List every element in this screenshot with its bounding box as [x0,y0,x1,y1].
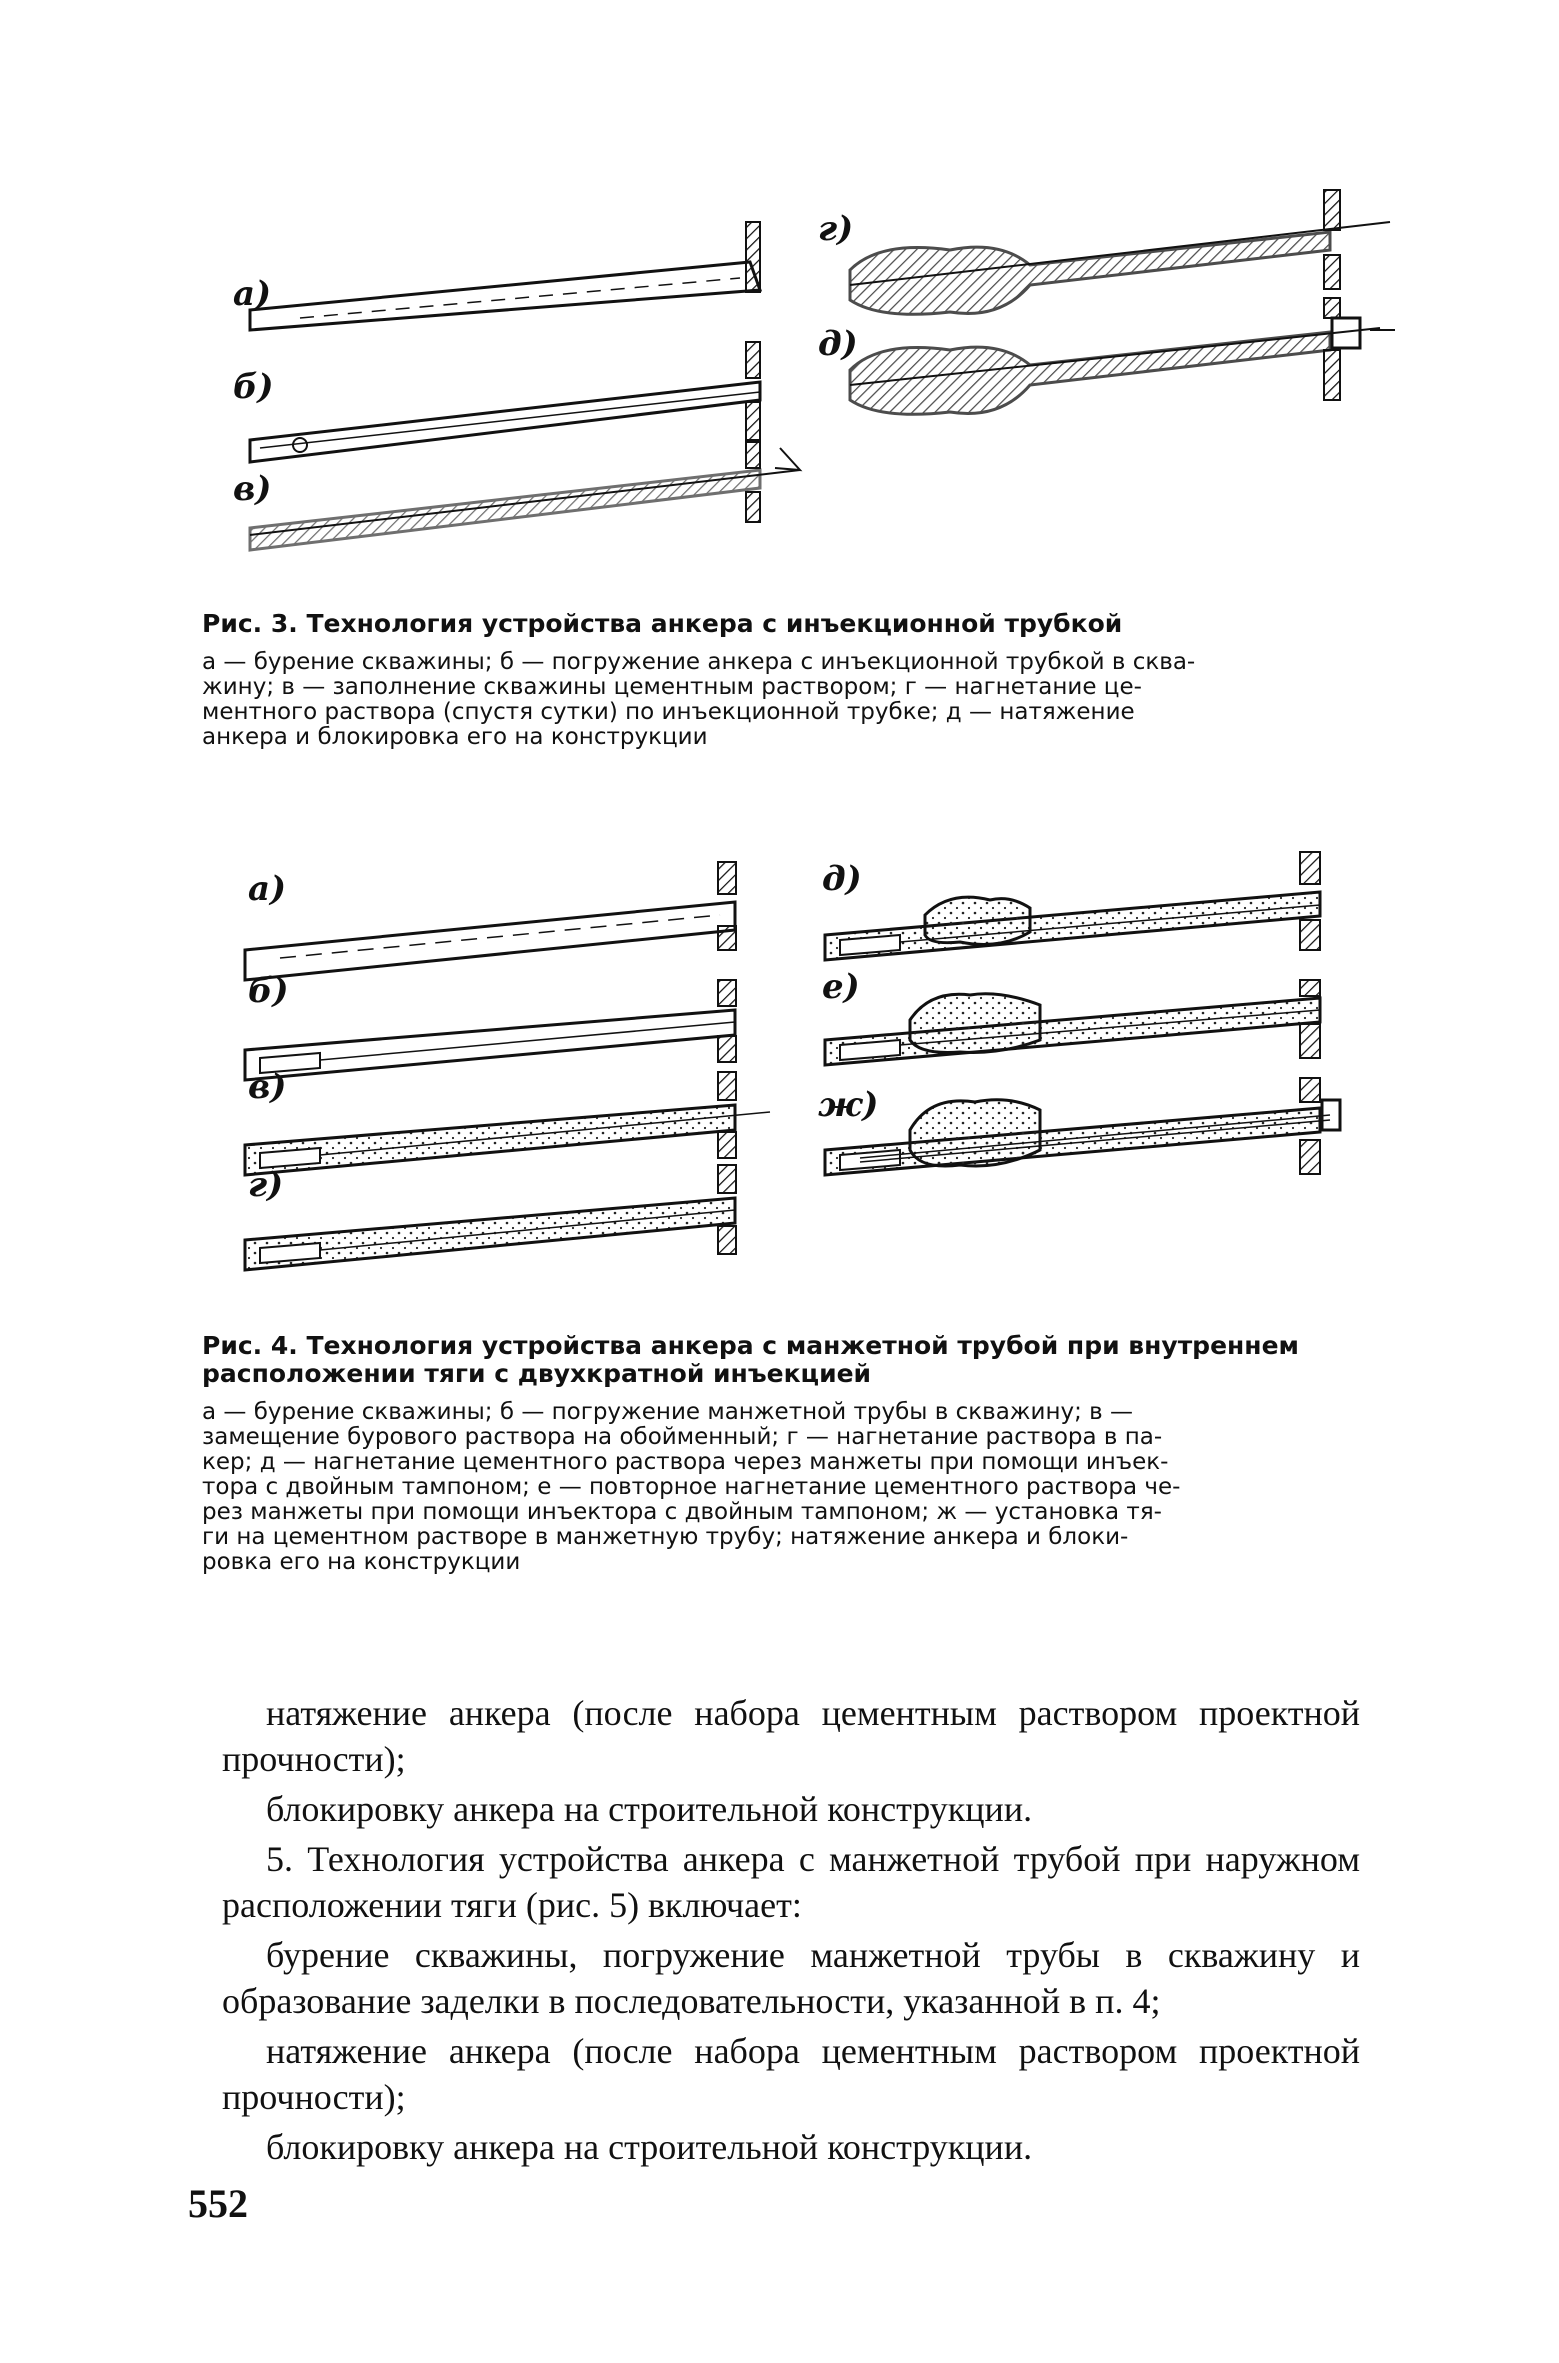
wall-block [1300,980,1320,996]
figure-4 [0,840,1559,1300]
page-number: 552 [188,2181,248,2226]
wall-block [718,1165,736,1193]
caption-line: а — бурение скважины; б — погружение манжетной трубы в скважину; в — [202,1399,1134,1425]
wall-block [1300,1140,1320,1174]
body-text [222,1690,1360,2174]
fig4-label-a: а) [248,869,287,909]
wall-block [1324,298,1340,318]
fig4-label-b: б) [248,971,289,1011]
figure-3 [0,0,1559,600]
caption-line: кер; д — нагнетание цементного раствора через манжеты при помощи инъек- [202,1449,1169,1475]
fig4-label-zh: ж) [818,1085,879,1125]
fig3-caption-text [202,650,1360,750]
wall-block [1324,350,1340,400]
fig3-b-anchor-immersion [250,342,760,462]
wall-block [746,492,760,522]
fig3-label-g: г) [818,209,854,249]
fig4-zh-tendon-installation [825,1078,1340,1175]
fig4-caption [202,1332,1360,1575]
caption-line: жину; в — заполнение скважины цементным раствором; г — нагнетание це- [202,674,1142,700]
fig4-label-e: е) [822,967,860,1007]
fig4-caption-title [202,1332,1360,1388]
wall-block [718,1036,736,1062]
caption-title-line: Рис. 4. Технология устройства анкера с манжетной трубой при внутреннем [202,1331,1299,1360]
fig4-d-cement-injection [825,852,1320,960]
wall-block [746,440,760,468]
fig3-g-injection [850,190,1390,314]
wall-block [746,402,760,442]
fig3-caption [202,610,1360,750]
fig3-label-a: а) [233,274,272,314]
fig4-b-tube-immersion [245,980,736,1080]
wall-block [718,926,736,950]
wall-block [718,1226,736,1254]
body-paragraph: натяжение анкера (после набора цементным раствором проектной прочности); [222,1693,1360,1779]
body-paragraph: блокировку анкера на строительной конструкции. [266,2127,1033,2167]
body-paragraph: бурение скважины, погружение манжетной трубы в скважину и образование заделки в последовательности, указанной в п. 4; [222,1935,1360,2021]
caption-line: ментного раствора (спустя сутки) по инъекционной трубке; д — натяжение [202,699,1135,725]
body-paragraph: натяжение анкера (после набора цементным раствором проектной прочности); [222,2031,1360,2117]
caption-line: рез манжеты при помощи инъектора с двойным тампоном; ж — установка тя- [202,1499,1162,1525]
wall-block [718,1072,736,1100]
wall-block [1324,255,1340,289]
wall-block [1300,852,1320,884]
caption-line: ги на цементном растворе в манжетную трубу; натяжение анкера и блоки- [202,1524,1129,1550]
fig3-caption-title: Рис. 3. Технология устройства анкера с инъекционной трубкой [202,609,1123,638]
wall-block [746,342,760,378]
fig4-label-g: г) [248,1165,284,1205]
fig4-label-c: в) [248,1067,287,1107]
wall-block [1324,190,1340,230]
fig4-label-d: д) [822,859,862,899]
fig4-c-mud-replacement [245,1072,770,1175]
fig3-d-tensioning [850,298,1395,414]
fig4-g-packer-injection [245,1165,736,1270]
fig3-a-drilling [250,222,760,330]
wall-block [718,1132,736,1158]
wall-block [1300,920,1320,950]
body-paragraph: 5. Технология устройства анкера с манжетной трубой при наружном расположении тяги (рис. 5) включает: [222,1839,1360,1925]
fig4-e-repeat-injection [825,980,1320,1065]
fig3-c-cement-fill [250,440,800,550]
fig3-label-b: б) [233,367,274,407]
wall-block [1300,1078,1320,1102]
caption-line: ровка его на конструкции [202,1549,521,1575]
fig3-label-c: в) [233,469,272,509]
fig3-label-d: д) [818,324,858,364]
caption-line: а — бурение скважины; б — погружение анкера с инъекционной трубкой в сква- [202,649,1196,675]
caption-line: тора с двойным тампоном; е — повторное нагнетание цементного раствора че- [202,1474,1181,1500]
fig4-a-drilling [245,862,736,980]
fig4-caption-text [202,1400,1360,1575]
caption-line: анкера и блокировка его на конструкции [202,724,708,750]
wall-block [718,862,736,894]
wall-block [746,222,760,292]
wall-block [1300,1024,1320,1058]
wall-block [718,980,736,1006]
body-paragraph: блокировку анкера на строительной конструкции. [266,1789,1033,1829]
caption-title-line: расположении тяги с двухкратной инъекцией [202,1359,872,1388]
caption-line: замещение бурового раствора на обойменный; г — нагнетание раствора в па- [202,1424,1163,1450]
